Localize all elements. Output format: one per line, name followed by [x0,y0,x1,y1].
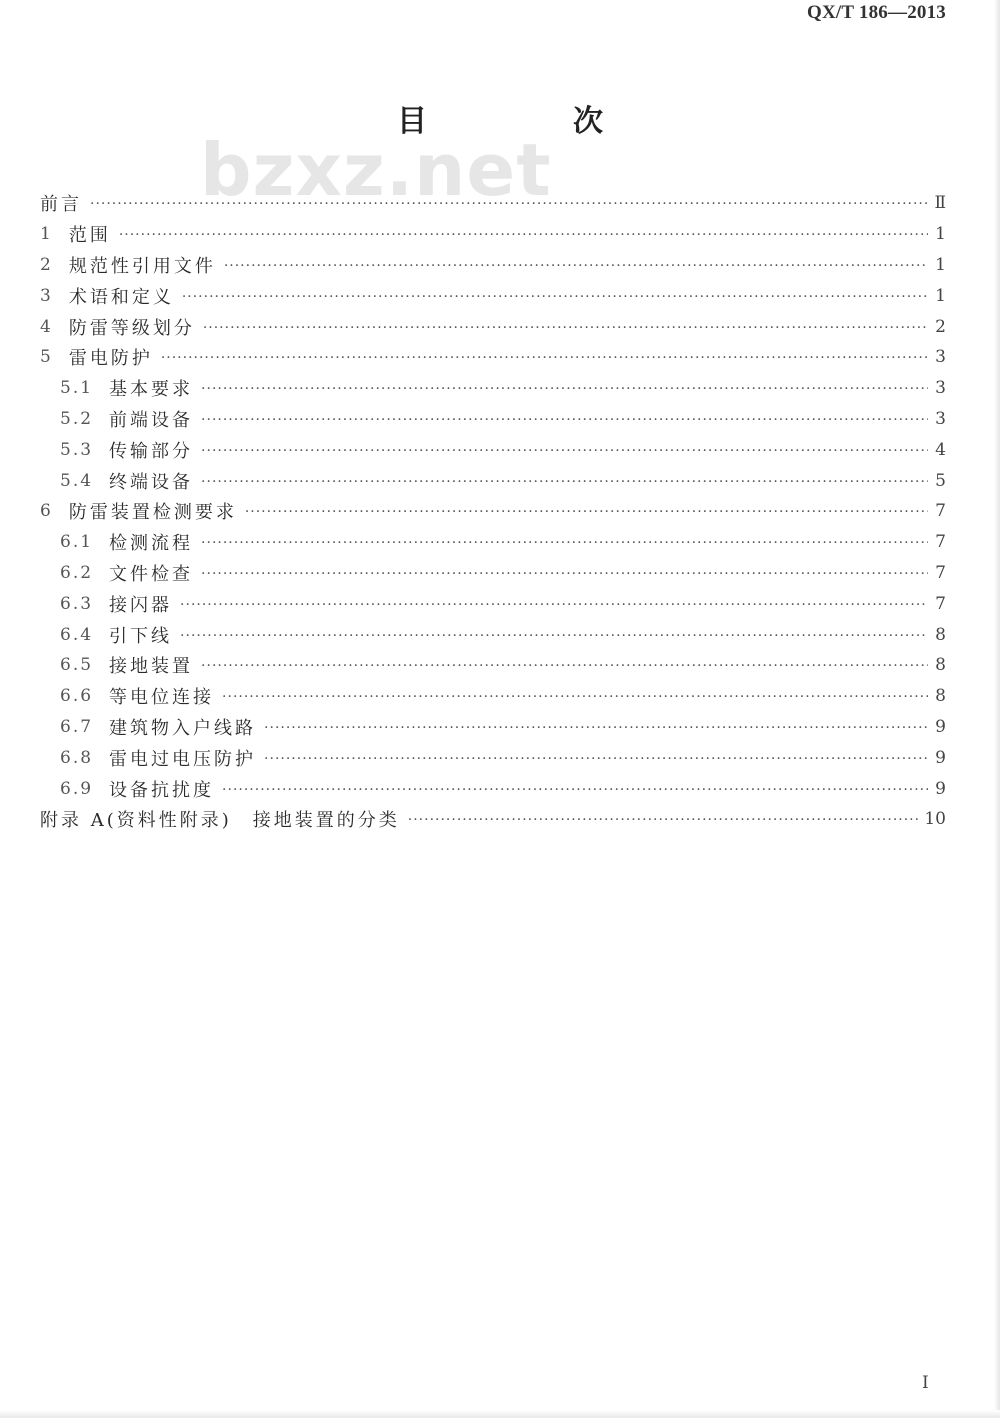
toc-entry[interactable] [40,311,946,342]
watermark: bzxz.net [200,128,552,212]
toc-entry-title: 等电位连接 [109,687,215,709]
toc-entry-title: 前端设备 [109,409,194,431]
toc-entry[interactable] [40,527,946,558]
toc-entry-title: 附录 A(资料性附录) 接地装置的分类 [40,810,400,832]
toc-entry-title: 防雷等级划分 [68,317,195,339]
toc-leader-dots [180,597,928,613]
toc-entry-number: 5 [40,347,53,368]
toc-entry-number: 6.8 [60,747,94,768]
toc-entry-title: 文件检查 [109,563,194,585]
toc-entry-title: 术语和定义 [68,286,174,308]
toc-entry-title: 防雷装置检测要求 [68,502,237,524]
toc-leader-dots [90,196,928,212]
toc-entry-number: 6.9 [60,778,94,799]
toc-leader-dots [201,412,928,428]
toc-entry[interactable] [40,773,946,804]
toc-entry-title: 建筑物入户线路 [109,717,257,739]
toc-entry-number: 6 [40,501,53,522]
toc-entry-number: 6.7 [60,716,94,737]
toc-entry-number: 1 [40,224,53,245]
toc-entry[interactable] [40,404,946,435]
toc-entry-page: 3 [935,408,946,429]
toc-entry[interactable] [40,496,946,527]
toc-leader-dots [222,782,928,798]
toc-entry[interactable] [40,650,946,681]
toc-entry-page: 2 [935,316,946,337]
toc-entry-number: 6.4 [60,624,94,645]
toc-entry-page: 4 [935,439,946,460]
toc-entry-page: 1 [935,224,946,245]
toc-entry-title: 接闪器 [109,594,173,616]
toc-entry-number: 3 [40,285,53,306]
toc-entry-page: 9 [935,778,946,799]
toc-entry-title: 设备抗扰度 [109,779,215,801]
toc-entry-number: 5.2 [60,408,94,429]
toc-leader-dots [224,258,928,274]
toc-leader-dots [180,628,928,644]
toc-entry-title: 接地装置 [109,656,194,678]
toc-entry-number: 4 [40,316,53,337]
toc-entry-page: 3 [935,378,946,399]
toc-entry-page: Ⅱ [934,193,946,214]
toc-entry-number: 5.1 [60,378,94,399]
toc-leader-dots [182,289,928,305]
toc-entry-page: 7 [935,532,946,553]
toc-entry-page: 7 [935,593,946,614]
toc-entry-title: 传输部分 [109,440,194,462]
toc-entry-title: 引下线 [109,625,173,647]
table-of-contents [40,188,946,835]
toc-leader-dots [222,689,928,705]
toc-entry-number: 2 [40,254,53,275]
toc-entry-page: 8 [935,686,946,707]
toc-leader-dots [161,350,928,366]
toc-entry[interactable] [40,250,946,281]
toc-entry-page: 5 [935,470,946,491]
toc-entry[interactable] [40,434,946,465]
toc-entry-page: 8 [935,655,946,676]
toc-entry[interactable] [40,804,946,835]
toc-entry-page: 3 [935,347,946,368]
toc-leader-dots [201,566,928,582]
toc-entry-title: 规范性引用文件 [68,255,216,277]
toc-entry-page: 1 [935,254,946,275]
toc-leader-dots [203,320,928,336]
toc-entry[interactable] [40,619,946,650]
toc-leader-dots [264,751,928,767]
toc-entry-title: 检测流程 [109,533,194,555]
toc-entry-page: 1 [935,285,946,306]
toc-leader-dots [245,504,928,520]
toc-entry[interactable] [40,558,946,589]
toc-entry-number: 6.5 [60,655,94,676]
toc-entry[interactable] [40,219,946,250]
toc-entry[interactable] [40,681,946,712]
toc-entry-title: 范围 [68,225,111,247]
toc-entry[interactable] [40,588,946,619]
toc-entry[interactable] [40,188,946,219]
toc-entry-number: 6.3 [60,593,94,614]
toc-entry-page: 8 [935,624,946,645]
toc-entry-page: 9 [935,747,946,768]
toc-entry-title: 雷电过电压防护 [109,748,257,770]
page-bottom-shadow [0,1410,1000,1418]
toc-entry-number: 6.1 [60,532,94,553]
toc-entry[interactable] [40,712,946,743]
toc-entry[interactable] [40,465,946,496]
toc-entry-page: 7 [935,501,946,522]
toc-entry-title: 前言 [40,194,82,216]
toc-leader-dots [201,443,928,459]
toc-entry-title: 基本要求 [109,379,194,401]
toc-leader-dots [201,535,928,551]
toc-entry-title: 雷电防护 [68,348,153,370]
toc-entry-number: 5.4 [60,470,94,491]
toc-entry-number: 5.3 [60,439,94,460]
toc-entry-title: 终端设备 [109,471,194,493]
page-title: 目 次 [397,104,661,139]
toc-entry-number: 6.6 [60,686,94,707]
toc-entry-page: 9 [935,716,946,737]
page-number: I [922,1373,929,1393]
toc-leader-dots [119,227,928,243]
toc-leader-dots [408,812,919,828]
toc-entry-page: 7 [935,562,946,583]
toc-leader-dots [201,381,928,397]
toc-leader-dots [264,720,928,736]
toc-entry[interactable] [40,280,946,311]
toc-entry[interactable] [40,373,946,404]
toc-entry[interactable] [40,742,946,773]
toc-entry-page: 10 [924,809,946,830]
page-edge-shadow [994,0,1000,1418]
toc-entry[interactable] [40,342,946,373]
toc-leader-dots [201,474,928,490]
toc-entry-number: 6.2 [60,562,94,583]
document-number: QX/T 186—2013 [807,2,946,23]
toc-leader-dots [201,658,928,674]
